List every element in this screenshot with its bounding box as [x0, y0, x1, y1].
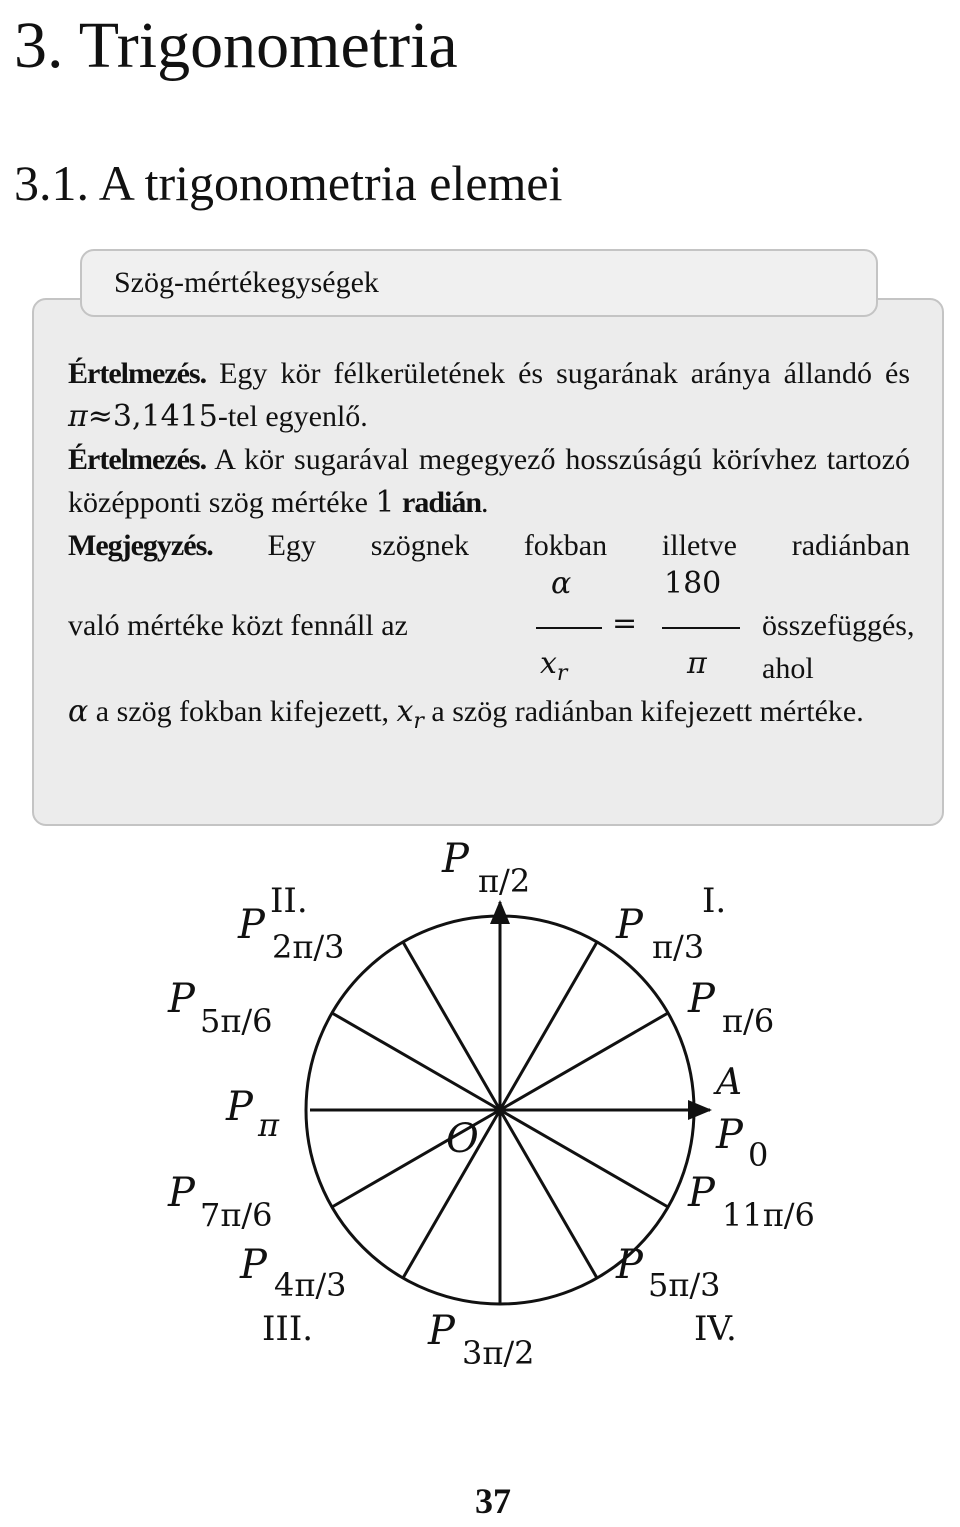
- definition-1-text: Egy kör félkerületének és sugarának aránya állandó és: [219, 357, 910, 390]
- pi-symbol: π: [68, 399, 88, 434]
- label-p-pi6-sub: π/6: [722, 1002, 775, 1040]
- label-p-5pi3: [615, 1242, 721, 1304]
- label-p-5pi3-sub: 5π/3: [648, 1266, 721, 1304]
- xr-base: x: [540, 646, 557, 681]
- label-p-pi-letter: P: [226, 1084, 253, 1130]
- quadrant-4-label: IV.: [694, 1309, 737, 1349]
- quadrant-2-label: II.: [270, 881, 308, 921]
- point-a-label: A: [716, 1062, 742, 1103]
- label-p-3pi2-letter: P: [428, 1308, 455, 1354]
- note-text-c: összefüggés, ahol: [762, 609, 915, 685]
- definition-1: [68, 352, 910, 438]
- note-line-1: [68, 524, 910, 567]
- label-p-2pi3-letter: P: [238, 902, 265, 948]
- origin-label: O: [446, 1116, 479, 1162]
- quadrant-1-label: I.: [702, 881, 727, 921]
- definition-2-text: A kör sugarával megegyező hosszúságú körívhez tartozó középponti szög mértéke: [68, 443, 910, 519]
- box-title: Szög-mértékegységek: [80, 249, 878, 317]
- one-value: 1: [375, 485, 395, 520]
- label-p-7pi6-letter: P: [168, 1170, 195, 1216]
- angle-line-300: [500, 1110, 597, 1278]
- note-line-3: [68, 690, 910, 743]
- label-p-3pi2: [427, 1308, 535, 1372]
- approx-symbol: ≈: [87, 399, 113, 434]
- label-p-11pi6-letter: P: [688, 1170, 715, 1216]
- label-p-pi-sub: π: [258, 1106, 280, 1144]
- formula-left-bar: [536, 627, 602, 629]
- label-p-pi6: [687, 976, 774, 1040]
- label-p-2pi3-sub: 2π/3: [272, 928, 345, 966]
- formula-right-bar: [662, 627, 740, 629]
- pi-value: 3,1415: [112, 399, 218, 434]
- definition-2: [68, 438, 910, 524]
- label-p-4pi3-sub: 4π/3: [274, 1266, 347, 1304]
- label-p-pi3-letter: P: [616, 902, 643, 948]
- label-p-4pi3-letter: P: [240, 1242, 267, 1288]
- label-p-pi2-sub: π/2: [478, 862, 531, 900]
- chapter-title: 3. Trigonometria: [14, 9, 458, 82]
- formula-left-numerator: α: [551, 566, 572, 601]
- quadrant-3-label: III.: [262, 1309, 314, 1349]
- note-line-2: [68, 604, 528, 647]
- formula-right-numerator: 180: [664, 566, 722, 601]
- note-label: Megjegyzés.: [68, 529, 213, 562]
- angle-line-330: [500, 1110, 668, 1207]
- label-p-11pi6-sub: 11π/6: [722, 1196, 815, 1234]
- definition-1-label: Értelmezés.: [68, 357, 207, 390]
- label-p-pi2-letter: P: [442, 836, 469, 882]
- label-p-pi3: [615, 902, 704, 966]
- angle-line-30: [500, 1013, 668, 1110]
- label-p-5pi6-sub: 5π/6: [200, 1002, 273, 1040]
- angle-line-60: [500, 942, 597, 1110]
- label-p-11pi6: [687, 1170, 815, 1234]
- label-p-3pi2-sub: 3π/2: [462, 1334, 535, 1372]
- formula-right-denominator: π: [687, 646, 707, 681]
- label-p-7pi6-sub: 7π/6: [200, 1196, 273, 1234]
- xr-symbol: [396, 694, 424, 734]
- alpha-symbol: α: [68, 694, 89, 729]
- definition-2-label: Értelmezés.: [68, 443, 207, 476]
- angle-line-150: [332, 1013, 500, 1110]
- section-title: 3.1. A trigonometria elemei: [14, 155, 563, 211]
- label-p-0: [715, 1112, 768, 1174]
- note-text-d: a szög fokban kifejezett,: [95, 695, 389, 728]
- note-line-2-tail: [762, 604, 915, 690]
- xr-inline-base: x: [396, 694, 414, 729]
- note-text-a: Egy szögnek fokban illetve radiánban: [267, 529, 910, 562]
- definition-1-tail: -tel egyenlő.: [217, 400, 368, 433]
- label-p-7pi6: [167, 1170, 273, 1234]
- label-p-5pi6-letter: P: [168, 976, 195, 1022]
- page-number: 37: [475, 1481, 511, 1521]
- radian-term: radián: [402, 486, 482, 519]
- unit-circle-diagram: [0, 820, 960, 1420]
- label-p-4pi3: [239, 1242, 347, 1304]
- label-p-5pi6: [167, 976, 273, 1040]
- definition-2-dot: .: [481, 486, 489, 519]
- label-p-pi3-sub: π/3: [652, 928, 705, 966]
- label-p-pi: [225, 1084, 280, 1144]
- label-p-pi2: [441, 836, 530, 900]
- label-p-5pi3-letter: P: [616, 1242, 643, 1288]
- formula-left-denominator: [540, 646, 567, 686]
- note-text-b: való mértéke közt fennáll az: [68, 609, 408, 642]
- note-text-e: a szög radiánban kifejezett mértéke.: [431, 695, 864, 728]
- formula-equals: =: [612, 606, 638, 641]
- label-p-0-sub: 0: [748, 1136, 769, 1174]
- xr-subscript: r: [556, 661, 568, 686]
- label-p-pi6-letter: P: [688, 976, 715, 1022]
- angle-line-120: [403, 942, 500, 1110]
- label-p-0-letter: P: [716, 1112, 743, 1158]
- xr-inline-subscript: r: [413, 709, 424, 734]
